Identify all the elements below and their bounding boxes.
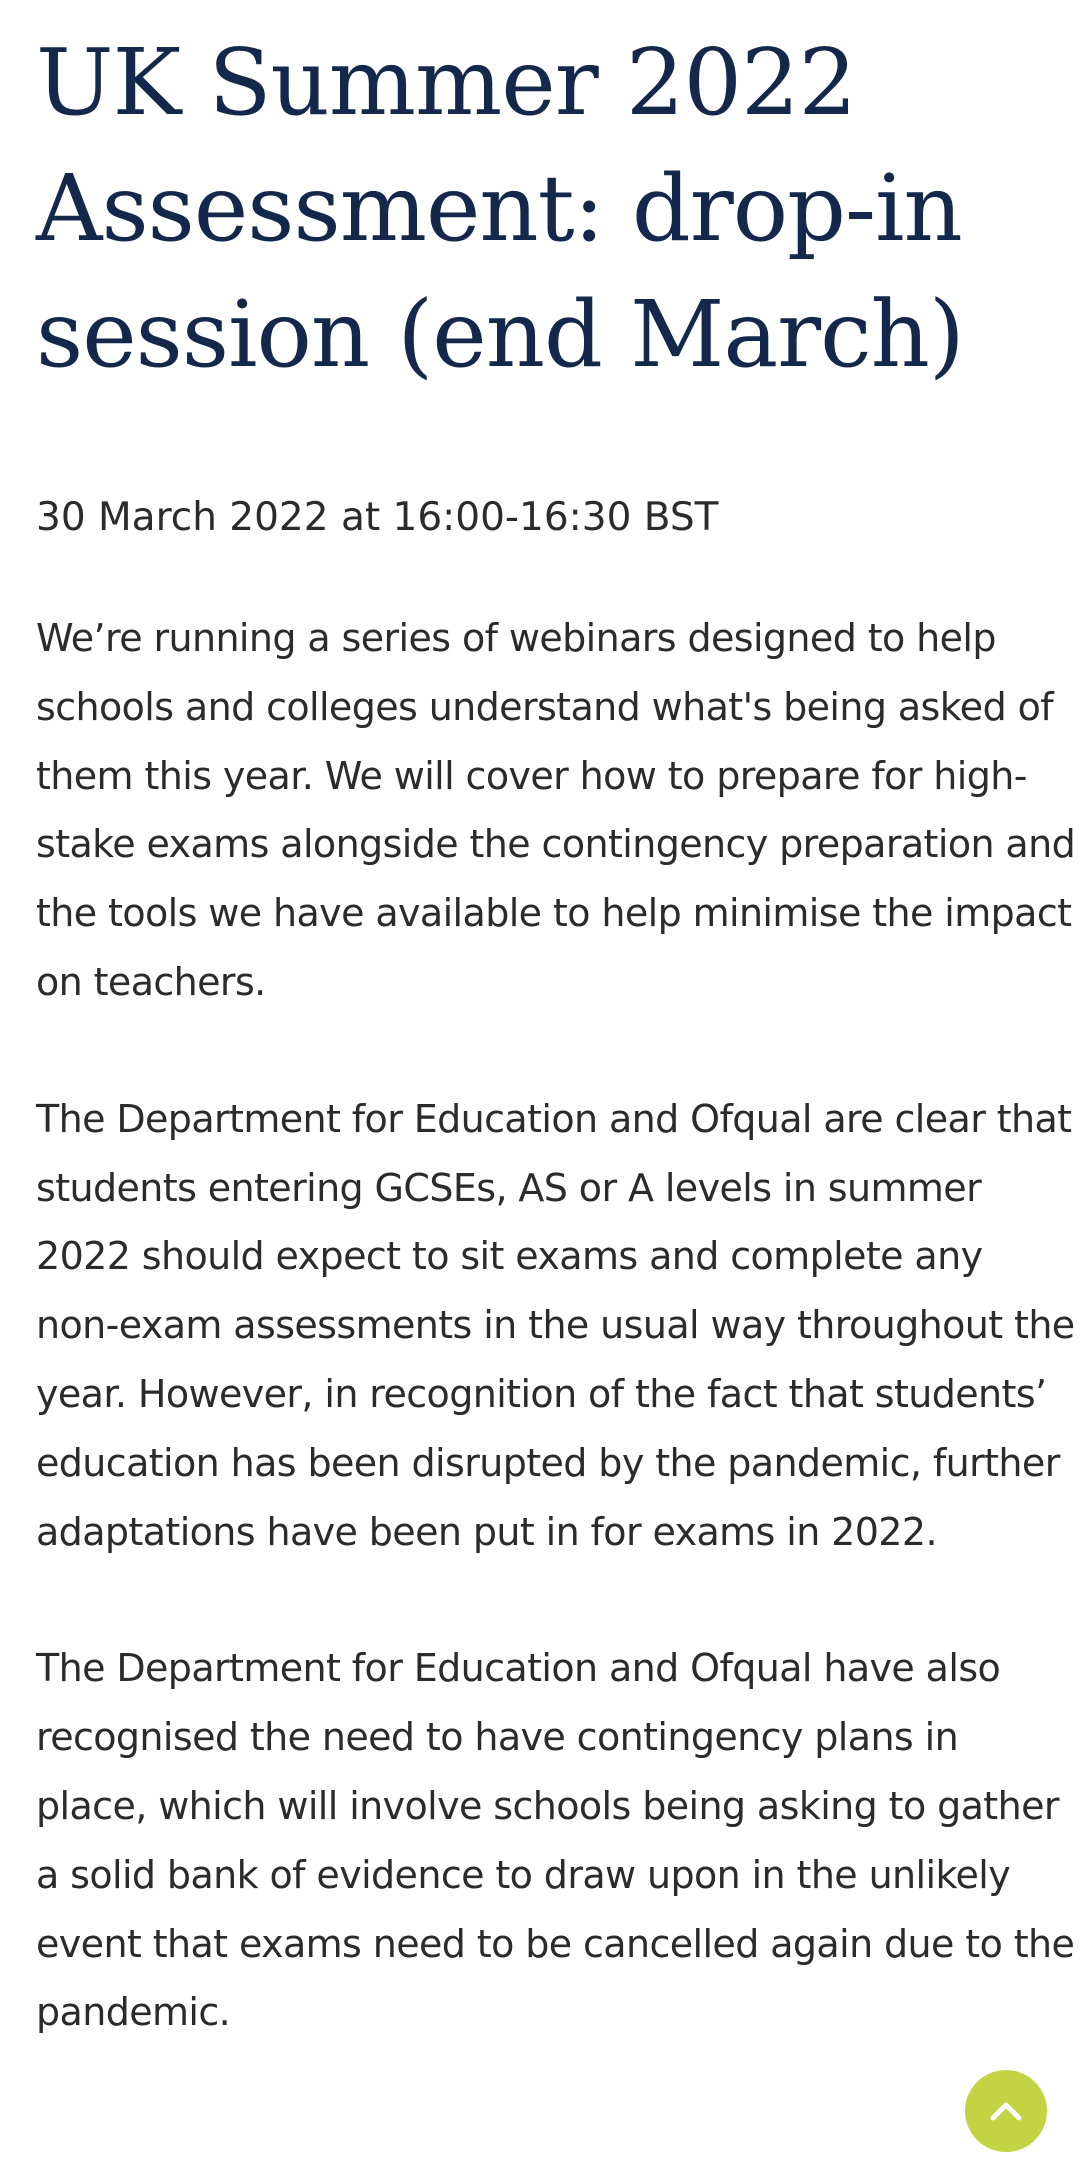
event-date: 30 March 2022 at 16:00-16:30 BST [36,495,719,540]
article-paragraph: The Department for Education and Ofqual are clear that students entering GCSEs, AS or A levels in summer 2022 should expect to sit exams and complete any non-exam assessments in the usual way throughout the year. However, in recognition of the fact that students’ education has been disrupted by the pandemic, further adaptations have been put in for exams in 2022. [36,1096,1075,1554]
article [36,20,1076,2047]
back-to-top-button[interactable] [965,2070,1047,2152]
article-paragraph: The Department for Education and Ofqual have also recognised the need to have contingency plans in place, which will involve schools being asking to gather a solid bank of evidence to draw upon in the unlikely event that exams need to be cancelled again due to the pandemic. [36,1646,1075,2035]
article-paragraph: We’re running a series of webinars designed to help schools and colleges understand what's being asked of them this year. We will cover how to prepare for high-stake exams alongside the contingency preparation and the tools we have available to help minimise the impact on teachers. [36,616,1076,1004]
page-title: UK Summer 2022 Assessment: drop-in session (end March) [36,29,964,388]
chevron-up-icon [988,2099,1024,2123]
